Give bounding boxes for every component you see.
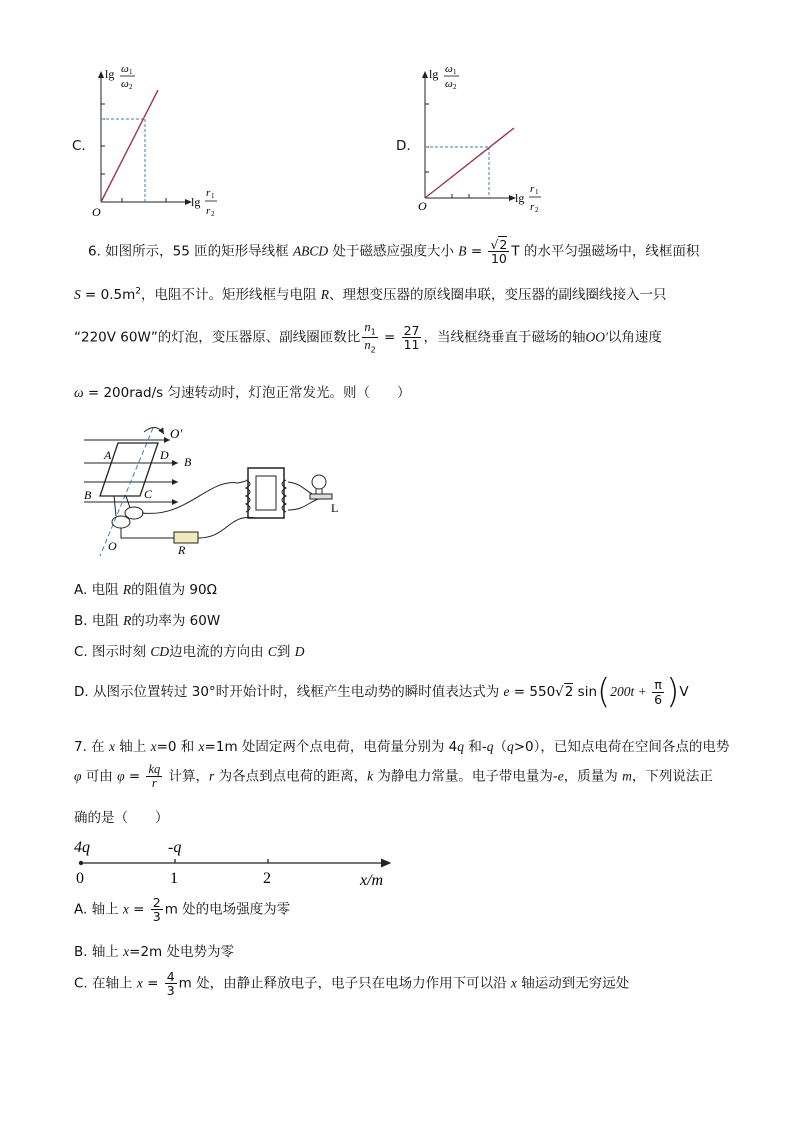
graph-d	[412, 64, 552, 224]
y-den-sub: 2	[453, 83, 457, 91]
resistor	[174, 532, 198, 543]
q6-option-b: B. 电阻 R的功率为 60W	[74, 613, 221, 629]
turns-ratio-symbol: $\frac{n_1}{n_2}$	[364, 320, 376, 355]
q6-option-a: A. 电阻 R的阻值为 90Ω	[74, 582, 217, 598]
q7-line1: 7. 在 x 轴上 x=0 和 x=1m 处固定两个点电荷，电荷量分别为 4q 和-q（q>0），已知点电荷在空间各点的电势	[74, 739, 730, 755]
data-line	[101, 90, 158, 202]
q7-option-c: C. 在轴上 x = $\frac{4}{3}$ m 处，由静止释放电子，电子只在电场力作用下可以沿 x 轴运动到无穷远处	[74, 969, 630, 999]
x-num: r	[206, 187, 211, 199]
label-b-field: B	[184, 455, 192, 469]
charge-axis-figure	[68, 832, 408, 892]
generator-figure	[78, 418, 348, 558]
y-prefix: lg	[105, 67, 115, 81]
lamp-bulb	[312, 475, 326, 489]
q6-line2: $S = 0.5m^2$，电阻不计。矩形线框与电阻 R、理想变压器的原线圈串联，变压器的副线圈线接入一只	[74, 286, 667, 303]
x-num: r	[530, 183, 535, 195]
option-c-label: C.	[72, 138, 86, 154]
x-den-sub: 2	[211, 210, 215, 218]
label-b: B	[84, 488, 92, 502]
x-num-sub: 1	[535, 188, 539, 196]
y-num: ω	[445, 64, 453, 75]
y-num-sub: 1	[129, 68, 133, 76]
charge-neg-q-label: -q	[168, 839, 182, 856]
q6-option-d: D. 从图示位置转过 30°时开始计时，线框产生电动势的瞬时值表达式为 e = 550√2 sin(200t + $\frac{\pi}{6}$ )V	[74, 672, 689, 712]
x-num-sub: 1	[211, 192, 215, 200]
label-a: A	[104, 448, 112, 462]
y-num: ω	[121, 64, 129, 75]
charge-4q-point	[79, 861, 83, 865]
q6-option-c: C. 图示时刻 CD边电流的方向由 C到 D	[74, 644, 305, 660]
q6-line4: ω = 200rad/s 匀速转动时，灯泡正常发光。则（ ）	[74, 385, 411, 401]
axis-unit: x/m	[360, 872, 384, 889]
x-den: r	[206, 205, 211, 217]
q6-line3: “220V 60W”的灯泡，变压器原、副线圈匝数比 $\frac{n_1}{n_2}$ = $\frac{27}{11}$ ，当线框绕垂直于磁场的轴OO′以角速度	[74, 320, 662, 355]
label-r: R	[178, 543, 186, 557]
x-prefix: lg	[191, 195, 201, 209]
label-o-prime: O′	[170, 426, 183, 441]
lamp-base	[310, 494, 332, 499]
y-den: ω	[445, 78, 453, 90]
turns-ratio-value: $\frac{27}{11}$	[403, 322, 420, 352]
q6-line1: 6. 如图所示，55 匝的矩形导线框 ABCD 处于磁感应强度大小 B = $\frac{√2}{10}$ T 的水平匀强磁场中，线框面积	[88, 237, 700, 267]
y-prefix: lg	[429, 67, 439, 81]
q7-line2: φ 可由 φ = $\frac{kq}{r}$ 计算，r 为各点到点电荷的距离，k 为静电力常量。电子带电量为-e，质量为 m，下列说法正	[74, 762, 713, 791]
origin-label: O	[418, 199, 427, 213]
charge-4q-label: 4q	[74, 839, 90, 856]
tick-0: 0	[76, 870, 84, 887]
option-d-label: D.	[396, 138, 411, 154]
label-c: C	[144, 487, 153, 501]
y-den: ω	[121, 78, 129, 90]
label-l: L	[331, 501, 339, 515]
label-o: O	[108, 539, 117, 553]
tick-2: 2	[263, 870, 271, 887]
q7-line3: 确的是（ ）	[74, 810, 169, 826]
data-line	[425, 128, 514, 198]
y-den-sub: 2	[129, 83, 133, 91]
rotation-arrow	[144, 427, 164, 434]
label-d: D	[160, 448, 169, 462]
x-prefix: lg	[515, 191, 525, 205]
q7-option-a: A. 轴上 x = $\frac{2}{3}$ m 处的电场强度为零	[74, 895, 291, 925]
tick-1: 1	[170, 870, 178, 887]
y-num-sub: 1	[453, 68, 457, 76]
b-fraction: $\frac{√2}{10}$	[490, 237, 508, 267]
x-den: r	[530, 201, 535, 213]
q7-option-b: B. 轴上 x=2m 处电势为零	[74, 944, 234, 960]
graph-c	[88, 64, 228, 224]
origin-label: O	[92, 205, 101, 219]
x-den-sub: 2	[535, 206, 539, 214]
